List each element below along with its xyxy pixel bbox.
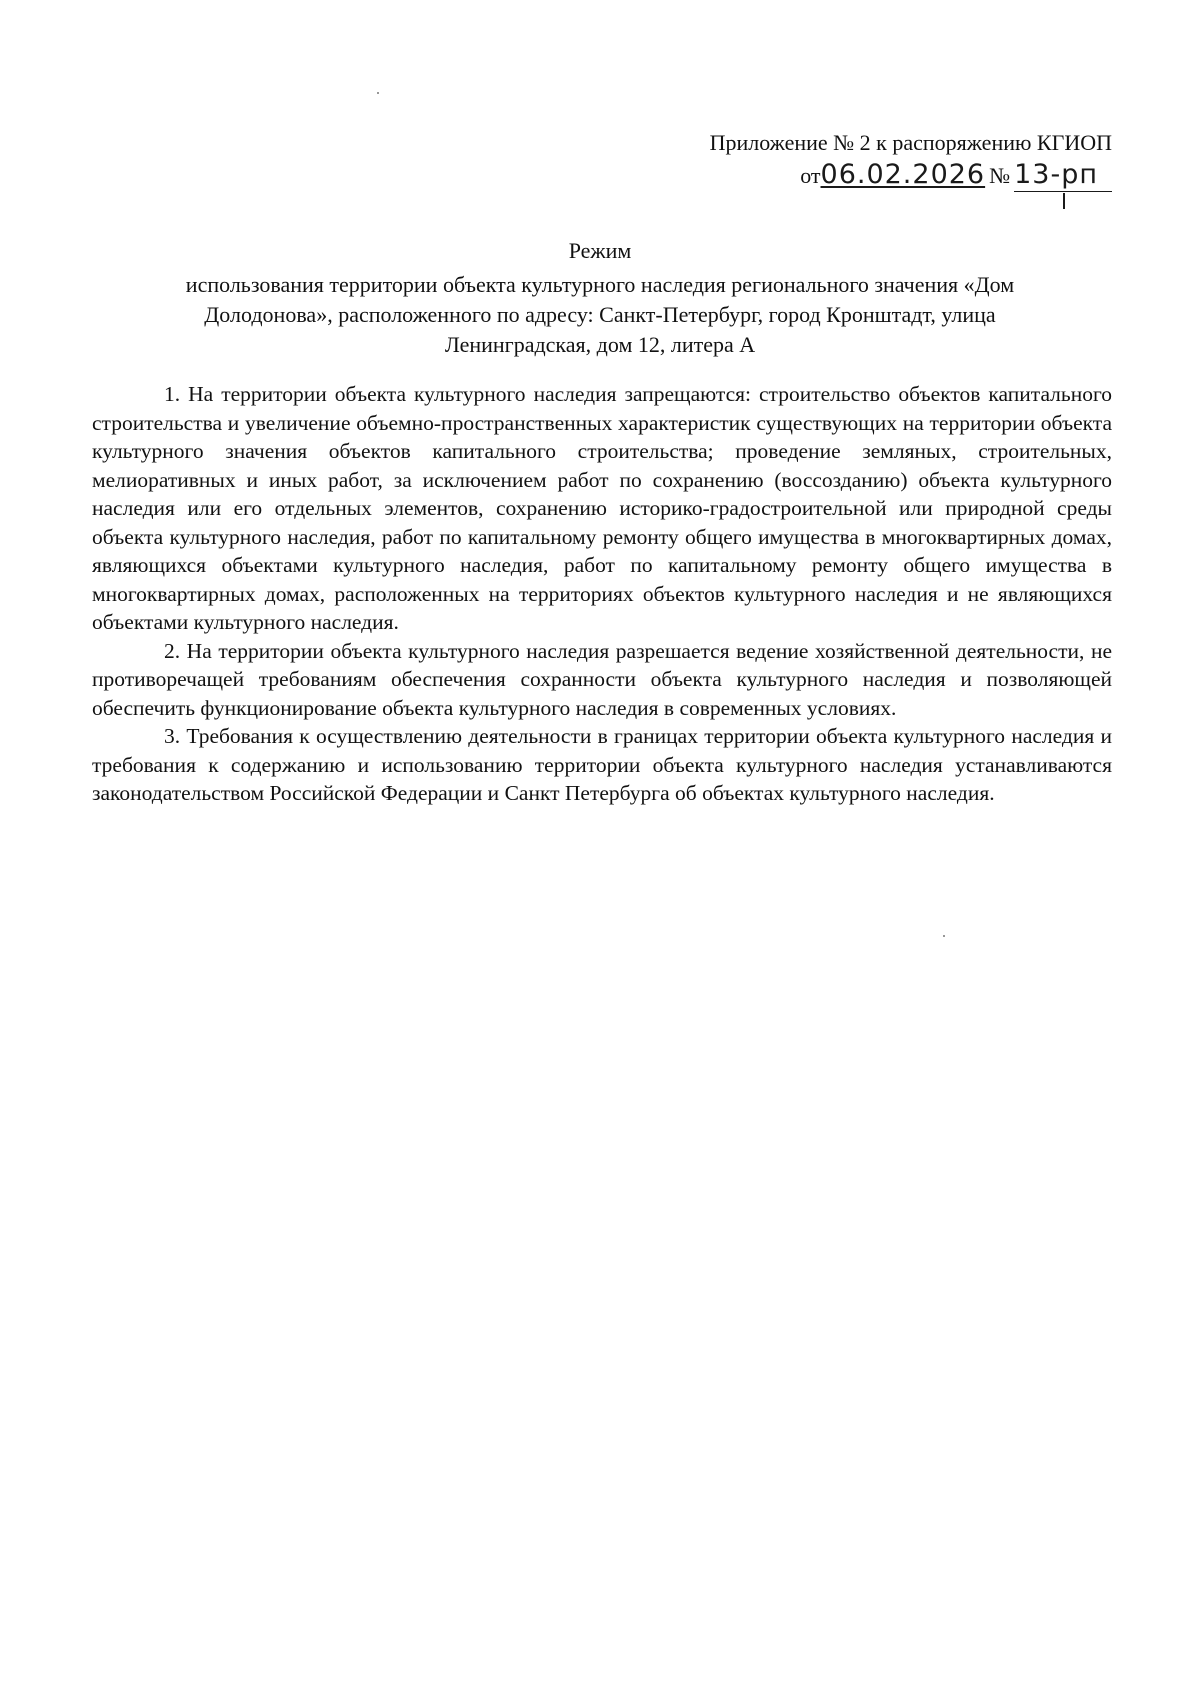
paragraph-3: 3. Требования к осуществлению деятельности в границах территории объекта культурного наследия и требования к содержанию и использованию территории объекта культурного наследия устанавливаются законодательством Российской Федерации и Санкт Петербурга об объектах культурного наследия. [92, 724, 1112, 805]
appendix-title: Приложение № 2 к распоряжению КГИОП [709, 130, 1112, 155]
from-label: от [800, 163, 821, 188]
handwriting-stroke [1063, 193, 1065, 209]
appendix-header [710, 128, 1112, 192]
document-subtitle: использования территории объекта культурного наследия регионального значения «Дом Долодонова», расположенного по адресу: Санкт-Петербург, город Кронштадт, улица Ленинградская, дом 12, литера А [185, 272, 1015, 357]
title-block [120, 236, 1080, 360]
handwritten-number: 13-рп [1014, 159, 1098, 190]
number-label: № [989, 163, 1011, 188]
document-body [92, 380, 1112, 808]
handwritten-date: 06.02.2026 [820, 159, 986, 190]
scan-speck [943, 935, 945, 937]
paragraph-2: 2. На территории объекта культурного наследия разрешается ведение хозяйственной деятельности, не противоречащей требованиям обеспечения сохранности объекта культурного наследия и позволяющей обеспечить функционирование объекта культурного наследия в современных условиях. [92, 638, 1112, 720]
paragraph-1: 1. На территории объекта культурного наследия запрещаются: строительство объектов капитального строительства и увеличение объемно-пространственных характеристик существующих на территории объекта культурного значения объектов капитального строительства; проведение земляных, строительных, мелиоративных и иных работ, за исключением работ по сохранению (воссозданию) объекта культурного наследия или его отдельных элементов, сохранению историко-градостроительной или природной среды объекта культурного наследия, работ по капитальному ремонту общего имущества в многоквартирных домах, являющихся объектами культурного наследия, работ по капитальному ремонту общего имущества в многоквартирных домах, расположенных на территориях объектов культурного наследия и не являющихся объектами культурного наследия. [92, 382, 1112, 634]
number-field [1014, 160, 1112, 192]
scan-speck [377, 92, 379, 94]
document-heading: Режим [568, 238, 632, 263]
appendix-date-number [710, 160, 1112, 192]
